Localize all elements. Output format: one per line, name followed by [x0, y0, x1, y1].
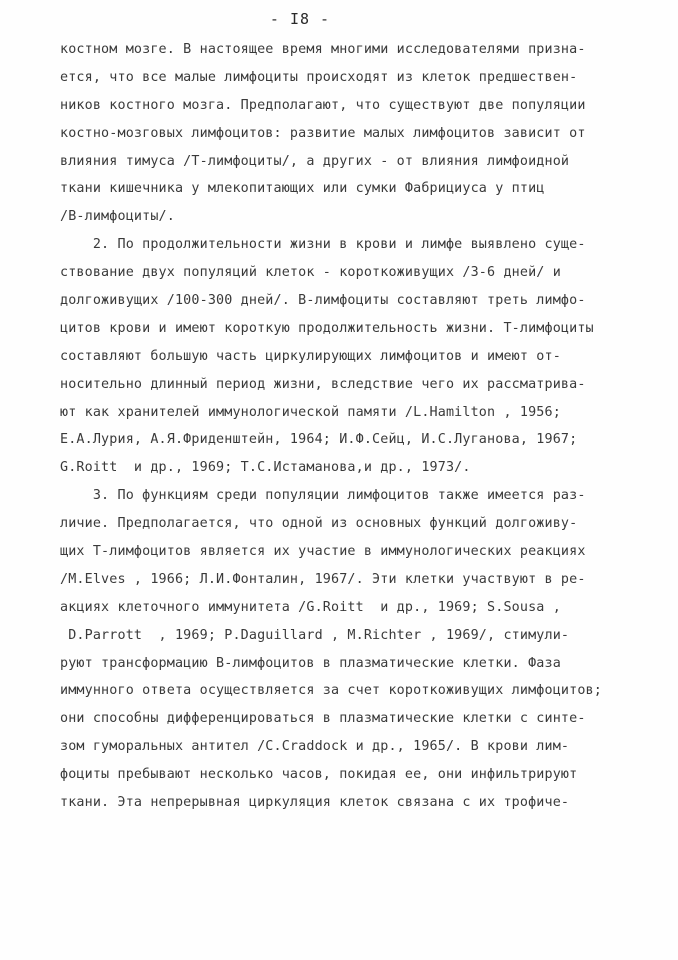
- text-line: ткани. Эта непрерывная циркуляция клеток связана с их трофиче-: [60, 795, 570, 811]
- text-line: ткани кишечника у млекопитающих или сумки Фабрициуса у птиц: [60, 181, 545, 197]
- text-line: ников костного мозга. Предполагают, что существуют две популяции: [60, 97, 586, 113]
- text-line: влияния тимуса /Т-лимфоциты/, а других - от влияния лимфоидной: [60, 153, 570, 169]
- text-line: носительно длинный период жизни, вследствие чего их рассматрива-: [60, 376, 586, 392]
- text-line: долгоживущих /100-300 дней/. В-лимфоциты составляют треть лимфо-: [60, 293, 586, 309]
- text-line: /В-лимфоциты/.: [60, 209, 175, 225]
- text-line: иммунного ответа осуществляется за счет короткоживущих лимфоцитов;: [60, 683, 602, 699]
- text-line: щих Т-лимфоцитов является их участие в иммунологических реакциях: [60, 544, 586, 560]
- text-line: 3. По функциям среди популяции лимфоцитов также имеется раз-: [60, 488, 586, 504]
- text-line: Е.А.Лурия, А.Я.Фриденштейн, 1964; И.Ф.Сейц, И.С.Луганова, 1967;: [60, 432, 578, 448]
- text-line: D.Parrott , 1969; P.Daguillard , M.Richter , 1969/, стимули-: [60, 627, 570, 643]
- text-line: зом гуморальных антител /C.Craddock и др., 1965/. В крови лим-: [60, 739, 570, 755]
- text-line: составляют большую часть циркулирующих лимфоцитов и имеют от-: [60, 348, 561, 364]
- text-line: личие. Предполагается, что одной из основных функций долгоживу-: [60, 516, 578, 532]
- text-line: акциях клеточного иммунитета /G.Roitt и др., 1969; S.Sousa ,: [60, 599, 561, 615]
- text-line: ствование двух популяций клеток - короткоживущих /3-6 дней/ и: [60, 265, 561, 281]
- text-line: костно-мозговых лимфоцитов: развитие малых лимфоцитов зависит от: [60, 125, 586, 141]
- text-line: 2. По продолжительности жизни в крови и лимфе выявлено суще-: [60, 237, 586, 253]
- text-line: они способны дифференцироваться в плазматические клетки с синте-: [60, 711, 586, 727]
- text-line: руют трансформацию В-лимфоцитов в плазматические клетки. Фаза: [60, 655, 561, 671]
- text-line: костном мозге. В настоящее время многими исследователями призна-: [60, 42, 586, 57]
- text-line: ется, что все малые лимфоциты происходят из клеток предшествен-: [60, 69, 578, 85]
- page-number: - I8 -: [269, 10, 331, 28]
- text-line: фоциты пребывают несколько часов, покидая ее, они инфильтрируют: [60, 767, 578, 783]
- text-line: ют как хранителей иммунологической памяти /L.Hamilton , 1956;: [60, 404, 561, 420]
- text-line: /M.Elves , 1966; Л.И.Фонталин, 1967/. Эти клетки участвуют в ре-: [60, 571, 586, 587]
- body-text: [60, 36, 620, 817]
- text-line: цитов крови и имеют короткую продолжительность жизни. Т-лимфоциты: [60, 320, 594, 336]
- text-line: G.Roitt и др., 1969; Т.С.Истаманова,и др., 1973/.: [60, 460, 471, 476]
